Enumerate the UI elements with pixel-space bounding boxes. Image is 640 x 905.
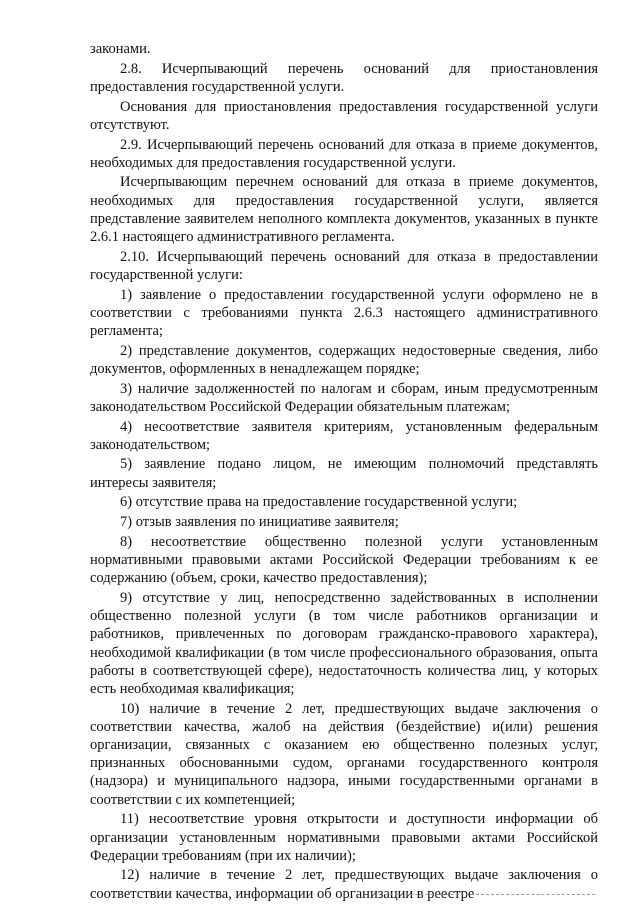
- list-item-4: 4) несоответствие заявителя критериям, установленным федеральным законодательством;: [90, 418, 598, 453]
- list-item-3: 3) наличие задолженностей по налогам и сборам, иным предусмотренным законодательством Российской Федерации обязательным платежам;: [90, 380, 598, 415]
- paragraph-section-2-9-heading: 2.9. Исчерпывающий перечень оснований для отказа в приеме документов, необходимых для предоставления государственной услуги.: [90, 136, 598, 171]
- document-body: [90, 40, 598, 904]
- paragraph-continuation: законами.: [90, 41, 151, 57]
- paragraph-section-2-9-text: Исчерпывающим перечнем оснований для отказа в приеме документов, необходимых для предоставления государственной услуги, является представление заявителем неполного комплекта документов, указанных в пункте 2.6.1 настоящего административного регламента.: [90, 174, 598, 246]
- list-item-10: 10) наличие в течение 2 лет, предшествующих выдаче заключения о соответствии качества, жалоб на действия (бездействие) и(или) решения организации, связанных с оказанием ею общественно полезных услуг, признанных обоснованными судом, органами государственного контроля (надзора) и муниципального надзора, иными государственными органами в соответствии с их компетенцией;: [90, 700, 598, 808]
- list-item-6: 6) отсутствие права на предоставление государственной услуги;: [120, 494, 518, 511]
- list-item-12: 12) наличие в течение 2 лет, предшествующих выдаче заключения о соответствии качества, информации об организации в реестре: [90, 867, 598, 902]
- paragraph-section-2-10-heading: 2.10. Исчерпывающий перечень оснований для отказа в предоставлении государственной услуги:: [90, 248, 598, 283]
- paragraph-section-2-8-heading: 2.8. Исчерпывающий перечень оснований для приостановления предоставления государственной услуги.: [90, 60, 598, 95]
- list-item-5: 5) заявление подано лицом, не имеющим полномочий представлять интересы заявителя;: [90, 456, 598, 491]
- list-item-1: 1) заявление о предоставлении государственной услуги оформлено не в соответствии с требованиями пункта 2.6.3 настоящего административного регламента;: [90, 286, 598, 340]
- list-item-11: 11) несоответствие уровня открытости и доступности информации об организации установленным нормативными правовыми актами Российской Федерации требованиям (при их наличии);: [90, 811, 598, 864]
- paragraph-section-2-8-text: Основания для приостановления предоставления государственной услуги отсутствуют.: [90, 98, 598, 133]
- list-item-8: 8) несоответствие общественно полезной услуги установленным нормативными правовыми актами Российской Федерации требованиям к ее содержанию (объем, сроки, качество предоставления);: [90, 533, 598, 587]
- list-item-2: 2) представление документов, содержащих недостоверные сведения, либо документов, оформленных в ненадлежащем порядке;: [90, 342, 598, 377]
- list-item-7: 7) отзыв заявления по инициативе заявителя;: [120, 514, 399, 531]
- list-item-9: 9) отсутствие у лиц, непосредственно задействованных в исполнении общественно полезной услуги (в том числе работников организации и работников, привлеченных по договорам гражданско-правового характера), необходимой квалификации (в том числе профессионального образования, опыта работы в соответствующей сфере), недостаточность количества лиц, у которых есть необходимая квалификация;: [90, 589, 598, 697]
- scan-artifact-line: [385, 894, 595, 895]
